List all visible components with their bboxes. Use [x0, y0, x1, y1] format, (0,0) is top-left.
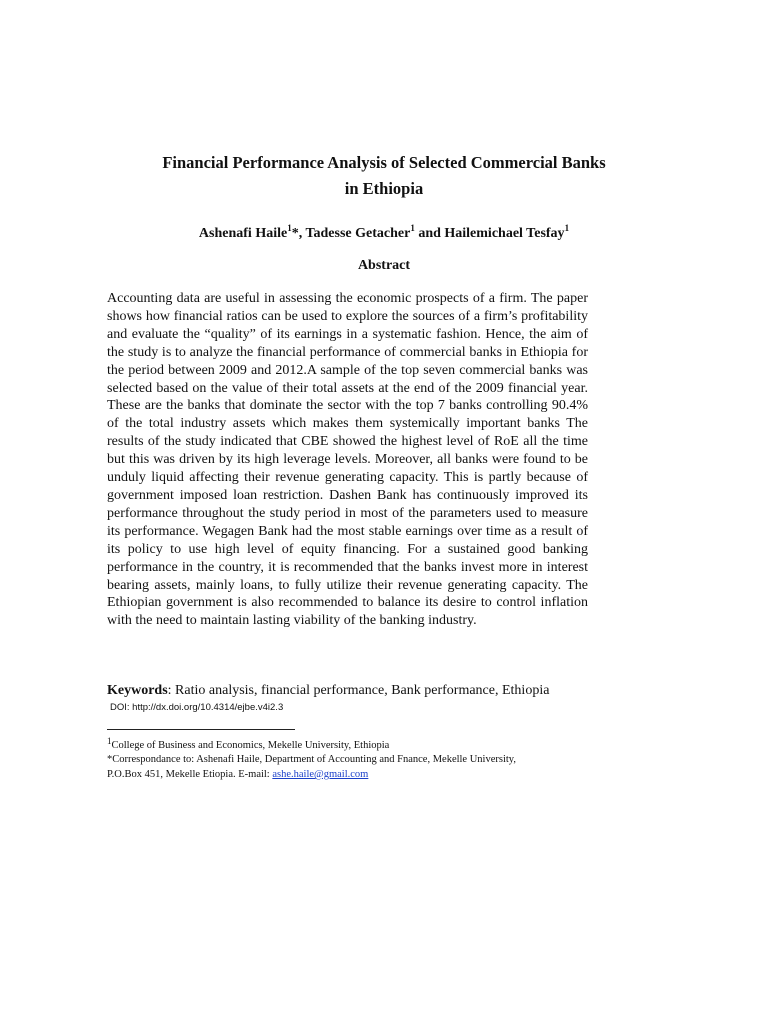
address-text: P.O.Box 451, Mekelle Etiopia. E-mail:	[107, 769, 273, 780]
author-separator: ,	[298, 226, 306, 241]
paper-title-line-2: in Ethiopia	[344, 179, 424, 198]
doi-line: DOI: http://dx.doi.org/10.4314/ejbe.v4i2.3	[110, 702, 284, 713]
affiliation-footnote	[107, 734, 627, 753]
author-name: Ashenafi Haile	[198, 226, 288, 241]
author-name: Tadesse Getacher	[305, 226, 411, 241]
affiliation-mark: 1	[287, 223, 292, 233]
email-link[interactable]: ashe.haile@gmail.com	[272, 769, 369, 780]
correspondence-footnote: *Correspondance to: Ashenafi Haile, Department of Accounting and Fnance, Mekelle University,	[107, 754, 516, 765]
paper-title	[100, 150, 668, 202]
address-footnote	[107, 767, 627, 782]
keywords-label: Keywords	[107, 683, 168, 698]
author-separator: and	[414, 226, 445, 241]
author-list	[100, 219, 668, 243]
abstract-body: Accounting data are useful in assessing the economic prospects of a firm. The paper shows how financial ratios can be used to explore the sources of a firm’s profitability and evaluate the “quality” of its earnings in a systematic fashion. Hence, the aim of the study is to analyze the financial performance of commercial banks in Ethiopia for the period between 2009 and 2012.A sample of the top seven commercial banks was selected based on the value of their total assets at the end of the 2009 financial year. These are the banks that dominate the sector with the top 7 banks controlling 90.4% of the total industry assets which makes them systemically important banks The results of the study indicated that CBE showed the highest level of RoE all the time but this was driven by its high leverage levels. Moreover, all banks were found to be unduly liquid affecting their revenue generating capacity. This is partly because of government imposed loan restriction. Dashen Bank has continuously improved its performance throughout the study period in most of the parameters used to measure its performance. Wegagen Bank had the most stable earnings over time as a result of its policy to use high level of equity financing. For a sustained good banking performance in the country, it is recommended that the banks invest more in interest bearing assets, mainly loans, to fully utilize their revenue generating capacity. The Ethiopian government is also recommended to balance its desire to control inflation with the need to maintain lasting viability of the banking industry.	[107, 291, 588, 629]
paper-title-line-1: Financial Performance Analysis of Selected Commercial Banks	[162, 153, 606, 172]
abstract-heading: Abstract	[357, 258, 411, 273]
footnote-mark: 1	[107, 736, 112, 746]
keywords-text: : Ratio analysis, financial performance, Bank performance, Ethiopia	[167, 683, 550, 698]
author-name: Hailemichael Tesfay	[444, 226, 565, 241]
keywords-line	[107, 682, 607, 700]
affiliation-mark: 1	[410, 223, 415, 233]
footnote-divider	[107, 729, 295, 730]
affiliation-mark: 1	[564, 223, 570, 233]
corresponding-author-mark: *	[291, 226, 299, 241]
affiliation-text: College of Business and Economics, Mekelle University, Ethiopia	[111, 740, 390, 751]
